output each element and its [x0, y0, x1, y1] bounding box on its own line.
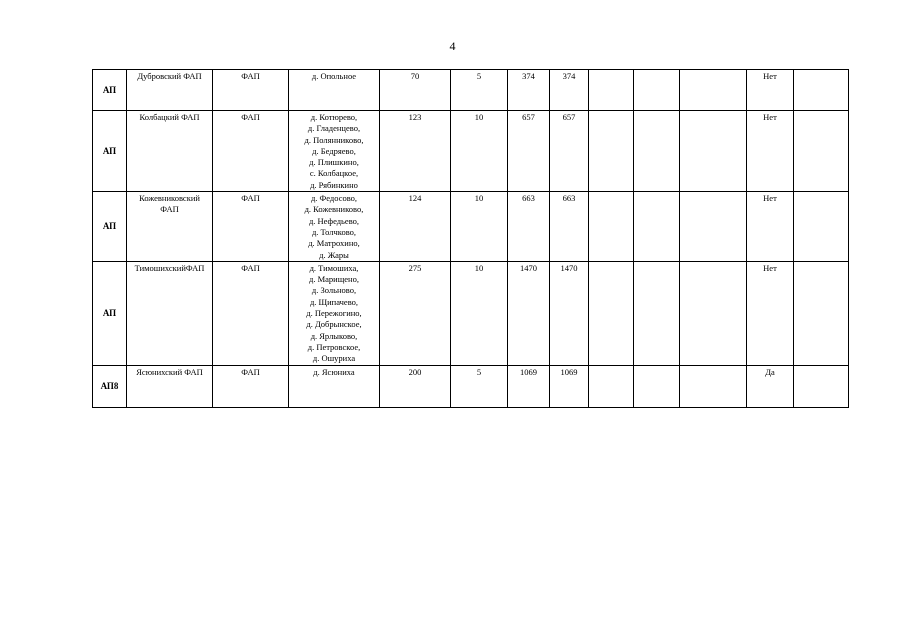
cell-value	[589, 192, 634, 262]
facility-name: Колбацкий ФАП	[127, 111, 213, 192]
cell-value	[634, 70, 680, 111]
table-row	[93, 192, 849, 262]
medical-facilities-table	[92, 69, 849, 408]
cell-value: 124	[380, 192, 451, 262]
cell-value: 1470	[550, 261, 589, 365]
cell-value: 1069	[508, 365, 550, 407]
table-row	[93, 111, 849, 192]
cell-value: 374	[550, 70, 589, 111]
row-code: АП8	[93, 365, 127, 407]
cell-value: 5	[451, 365, 508, 407]
cell-value: 70	[380, 70, 451, 111]
facility-type: ФАП	[213, 365, 289, 407]
row-code: АП	[93, 192, 127, 262]
cell-value	[680, 192, 747, 262]
locality: д. Марищено,	[309, 274, 359, 285]
cell-value	[680, 365, 747, 407]
facility-name: Кожевниковский ФАП	[127, 192, 213, 262]
cell-value: 663	[550, 192, 589, 262]
locality: д. Жары	[319, 249, 349, 260]
row-code: АП	[93, 261, 127, 365]
locality: д. Полянниково,	[304, 134, 364, 145]
cell-value	[634, 365, 680, 407]
table-row	[93, 70, 849, 111]
locality: д. Нефедьево,	[308, 215, 360, 226]
locality: д. Опольное	[311, 71, 357, 81]
locality: д. Плишкино,	[309, 157, 359, 168]
locality: д. Ясюниха	[313, 366, 355, 377]
cell-value: 1470	[508, 261, 550, 365]
cell-value: 123	[380, 111, 451, 192]
localities	[289, 111, 380, 192]
locality: д. Щипачево,	[309, 296, 359, 307]
cell-value	[680, 70, 747, 111]
locality: д. Матрохино,	[308, 238, 360, 249]
locality: д. Петровское,	[307, 341, 361, 352]
locality: д. Гладенцево,	[307, 123, 361, 134]
locality: д. Ошуриха	[312, 353, 356, 364]
cell-value	[794, 111, 849, 192]
cell-value	[589, 111, 634, 192]
cell-value	[634, 261, 680, 365]
table-row	[93, 261, 849, 365]
cell-value	[589, 365, 634, 407]
locality: д. Рябинкино	[310, 179, 358, 190]
locality: д. Добрынское,	[306, 319, 362, 330]
locality: д. Толчково,	[311, 226, 357, 237]
facility-type: ФАП	[213, 70, 289, 111]
cell-value	[634, 192, 680, 262]
locality: д. Котюрево,	[310, 112, 358, 122]
row-code: АП	[93, 70, 127, 111]
cell-value: 275	[380, 261, 451, 365]
cell-value: 657	[508, 111, 550, 192]
status-cell: Нет	[747, 70, 794, 111]
locality: с. Колбацкое,	[309, 168, 359, 179]
cell-value	[589, 261, 634, 365]
cell-value	[794, 261, 849, 365]
locality: д. Пережогино,	[306, 308, 362, 319]
locality: д. Зольново,	[311, 285, 357, 296]
cell-value: 374	[508, 70, 550, 111]
locality: д. Кожевниково,	[304, 204, 364, 215]
facility-name: Дубровский ФАП	[127, 70, 213, 111]
cell-value	[680, 111, 747, 192]
status-cell: Нет	[747, 261, 794, 365]
locality: д. Тимошиха,	[309, 262, 359, 273]
cell-value	[634, 111, 680, 192]
cell-value: 1069	[550, 365, 589, 407]
cell-value: 10	[451, 111, 508, 192]
row-code: АП	[93, 111, 127, 192]
cell-value	[589, 70, 634, 111]
locality: д. Ярлыково,	[310, 330, 358, 341]
cell-value: 10	[451, 261, 508, 365]
cell-value	[794, 70, 849, 111]
page-number: 4	[449, 39, 456, 53]
status-cell: Нет	[747, 111, 794, 192]
locality: д. Федосово,	[310, 193, 358, 204]
cell-value: 200	[380, 365, 451, 407]
locality: д. Бедряево,	[312, 145, 356, 156]
cell-value	[794, 365, 849, 407]
table-row	[93, 365, 849, 407]
localities	[289, 192, 380, 262]
facility-type: ФАП	[213, 111, 289, 192]
cell-value	[680, 261, 747, 365]
facility-type: ФАП	[213, 261, 289, 365]
status-cell: Да	[747, 365, 794, 407]
status-cell: Нет	[747, 192, 794, 262]
cell-value	[794, 192, 849, 262]
localities	[289, 70, 380, 111]
cell-value: 663	[508, 192, 550, 262]
facility-type: ФАП	[213, 192, 289, 262]
facility-name: Ясюнихский ФАП	[127, 365, 213, 407]
localities	[289, 261, 380, 365]
cell-value: 657	[550, 111, 589, 192]
facility-name: ТимошихскийФАП	[127, 261, 213, 365]
cell-value: 10	[451, 192, 508, 262]
localities	[289, 365, 380, 407]
cell-value: 5	[451, 70, 508, 111]
